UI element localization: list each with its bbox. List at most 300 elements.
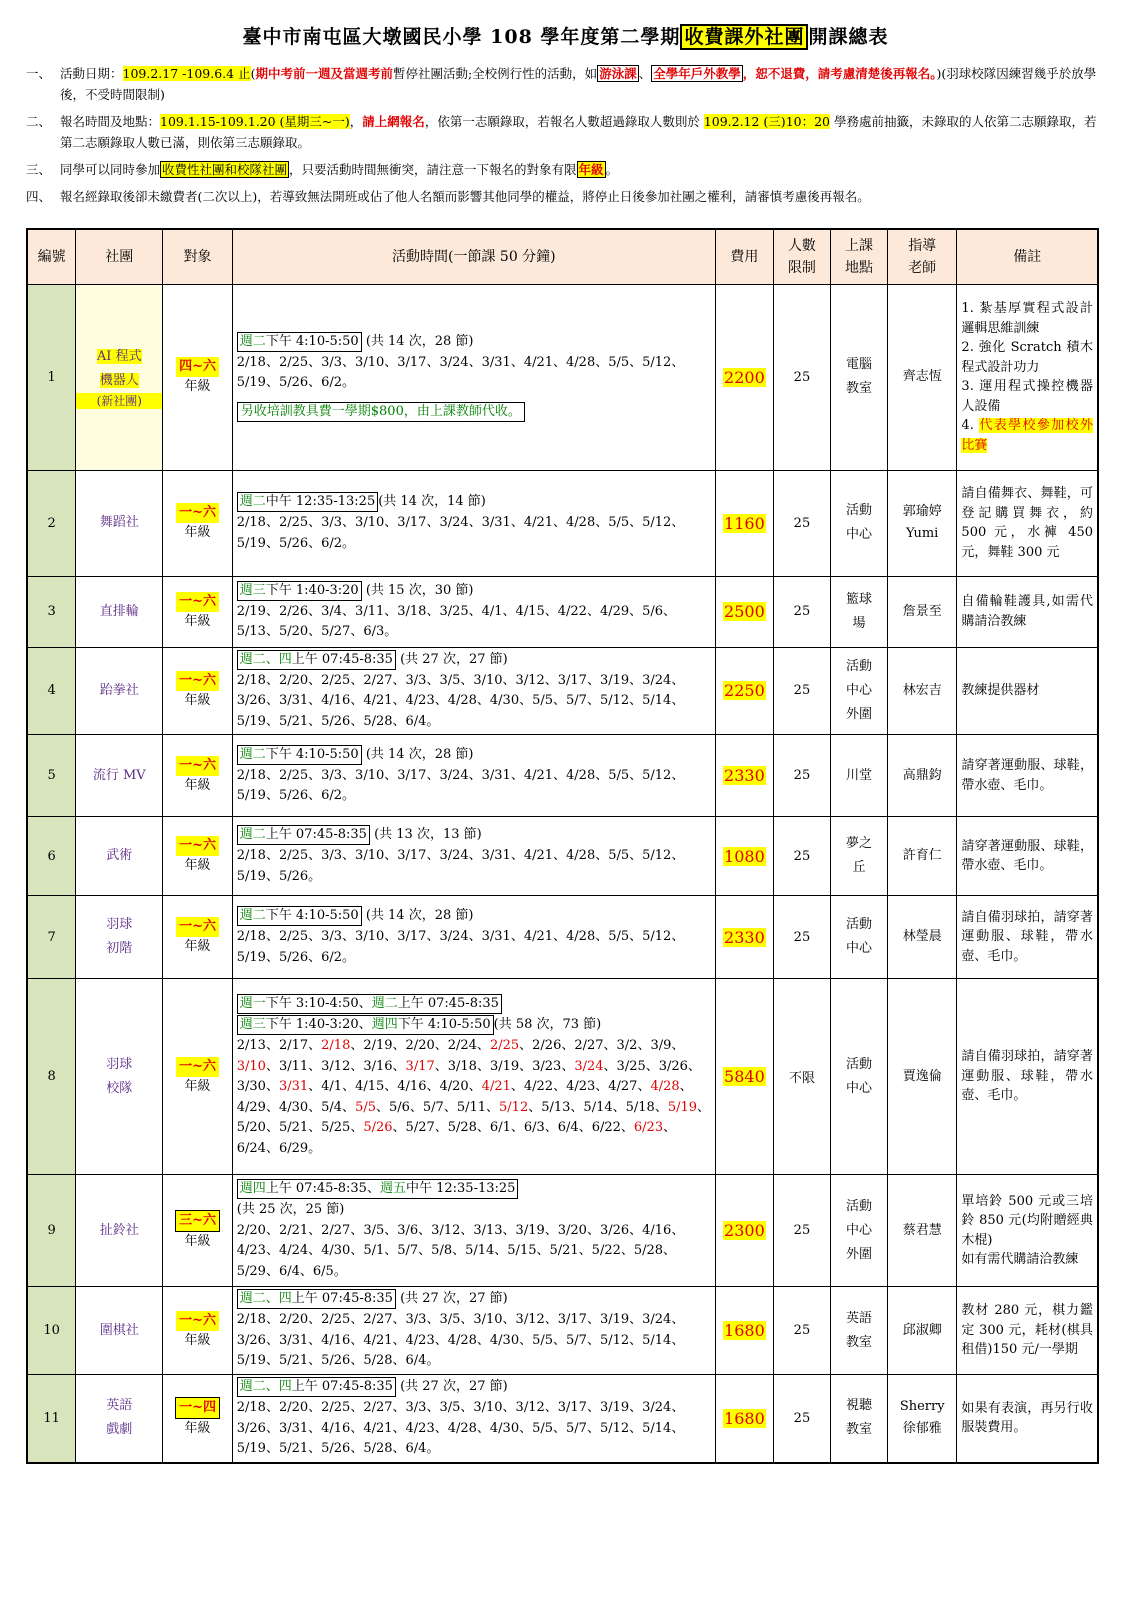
club-name: 圍棋社: [99, 1322, 139, 1338]
time-range: 上午 07:45-8:35: [291, 1379, 393, 1394]
teacher-name: 蔡君慧: [902, 1222, 942, 1238]
teacher-name: 賈逸倫: [902, 1068, 942, 1084]
notice-item: [26, 159, 1105, 180]
weekday: 週三: [239, 582, 266, 598]
grade-badge: 一~六: [176, 836, 219, 856]
document-title: [26, 22, 1105, 49]
extra-fee-note: 另收培訓教具費一學期$800，由上課教師代收。: [237, 402, 525, 422]
fee-value: 1160: [724, 513, 765, 533]
fee-value: 2330: [724, 766, 765, 785]
grade-badge: 一~四: [175, 1397, 220, 1419]
fee-cell: [715, 896, 773, 979]
target-cell: [163, 1175, 232, 1287]
club-name-cell: [76, 576, 163, 647]
time-range: 上午 07:45-8:35: [397, 996, 499, 1011]
capacity: 25: [773, 284, 830, 470]
note-cell: [957, 470, 1098, 576]
date-segment: 、6/24、6/29。: [236, 1120, 677, 1156]
notice-segment: 年級: [578, 162, 604, 177]
location-text: 夢之: [845, 836, 872, 851]
header-cap: 人數 限制: [773, 229, 830, 284]
table-row: [27, 470, 1098, 576]
date-segment: 2/18、2/20、2/25、2/27、3/3、3/5、3/10、3/12、3/17、3/19、3/24、3/26、3/31、4/16、4/21、4/23、4/28、4/30、5/5、5/7、5/12、5/14、5/19、5/21、5/26、5/28、6/4。: [236, 1312, 685, 1369]
grade-suffix: 年級: [184, 858, 211, 873]
date-segment: 2/20、2/21、2/27、3/5、3/6、3/12、3/13、3/19、3/20、3/26、4/16、4/23、4/24、4/30、5/1、5/7、5/8、5/14、5/15、5/21、5/22、5/28、5/29、6/4、6/5。: [236, 1222, 685, 1279]
header-loc: 上課 地點: [830, 229, 887, 284]
grade-badge: 一~六: [176, 592, 219, 612]
weekday: 週二: [239, 333, 266, 349]
note-cell: [957, 735, 1098, 817]
notice-number: 一、: [26, 66, 52, 81]
table-body: [27, 284, 1098, 1463]
weekday: 週四: [239, 1181, 266, 1196]
location-text: 活動: [845, 503, 872, 518]
target-cell: [163, 979, 232, 1175]
club-name-cell: [76, 1375, 163, 1463]
date-segment: 2/18、2/20、2/25、2/27、3/3、3/5、3/10、3/12、3/17、3/19、3/24、3/26、3/31、4/16、4/21、4/23、4/28、4/30、5/5、5/7、5/12、5/14、5/19、5/21、5/26、5/28、6/4。: [236, 1400, 685, 1456]
grade-suffix: 年級: [184, 1233, 211, 1249]
session-count: (共 15 次，30 節): [361, 582, 474, 598]
notice-segment: 全學年戶外教學: [653, 66, 741, 81]
club-name-cell: [76, 470, 163, 576]
club-name-cell: [76, 1175, 163, 1287]
location-text: 教室: [845, 1334, 872, 1350]
target-cell: [163, 576, 232, 647]
teacher-name: Yumi: [906, 526, 939, 541]
capacity: 25: [773, 647, 830, 735]
club-name-cell: [76, 284, 163, 470]
capacity: 25: [773, 1175, 830, 1287]
club-name: 羽球: [106, 1056, 133, 1072]
weekday: 週三: [239, 1017, 266, 1032]
teacher-cell: [887, 979, 956, 1175]
date-segment: 5/12: [499, 1099, 529, 1115]
location-text: 活動: [845, 658, 872, 674]
note-cell: [957, 817, 1098, 896]
session-count: (共 13 次，13 節): [369, 827, 482, 842]
location-text: 川堂: [845, 767, 872, 783]
header-teacher: 指導 老師: [887, 229, 956, 284]
club-name-cell: [76, 735, 163, 817]
table-row: [27, 896, 1098, 979]
time-range: 下午 1:40-3:20: [265, 582, 359, 598]
teacher-name: 徐郁雅: [902, 1421, 942, 1437]
note-text: 請自備羽球拍，請穿著運動服、球鞋，帶水壺、毛巾。: [961, 1049, 1093, 1104]
grade-suffix: 年級: [184, 939, 211, 954]
notice-segment: 報名時間及地點：: [60, 114, 161, 129]
notice-segment: ，恕不退費，請考慮清楚後再報名。: [742, 66, 937, 81]
fee-value: 2200: [724, 367, 765, 387]
location-text: 中心: [845, 682, 872, 698]
header-target: 對象: [163, 229, 232, 284]
location-text: 視聽: [845, 1398, 872, 1414]
row-number: 9: [27, 1175, 76, 1287]
target-cell: [163, 284, 232, 470]
location-cell: [830, 284, 887, 470]
teacher-name: 郭瑜婷: [902, 504, 942, 519]
notice-segment: 學務處前抽籤，未錄取的人依第二志願錄取，若第二志願錄取人數已滿，則依第三志願錄取。: [60, 114, 1097, 150]
fee-value: 2500: [724, 602, 765, 621]
notice-text: [60, 159, 1105, 180]
notice-text: [60, 186, 1105, 207]
notice-number: 二、: [26, 114, 52, 129]
table-row: [27, 1375, 1098, 1463]
date-segment: 3/24: [574, 1058, 604, 1074]
note-text: 教練提供器材: [961, 683, 1040, 698]
notice-item: [26, 111, 1105, 153]
grade-suffix: 年級: [184, 379, 211, 394]
row-number: 5: [27, 735, 76, 817]
club-name: 武術: [106, 848, 133, 863]
teacher-cell: [887, 1375, 956, 1463]
schedule-time-box: [237, 994, 502, 1014]
header-fee: 費用: [715, 229, 773, 284]
date-segment: 、5/13、5/14、5/18、: [528, 1099, 668, 1115]
club-name: 跆拳社: [99, 682, 139, 698]
notice-segment: 請上網報名: [362, 114, 425, 129]
title-highlight: 收費課外社團: [680, 24, 808, 50]
weekday: 週二、四: [239, 1379, 292, 1394]
notice-segment: ，依第一志願錄取，若報名人數超過錄取人數則於: [424, 114, 704, 129]
session-count: (共 14 次，28 節): [361, 333, 474, 349]
note-text: 請自備羽球拍，請穿著運動服、球鞋，帶水壺、毛巾。: [961, 909, 1093, 964]
teacher-cell: [887, 470, 956, 576]
location-cell: [830, 647, 887, 735]
capacity: 25: [773, 470, 830, 576]
target-cell: [163, 817, 232, 896]
note-text: 請穿著運動服、球鞋，帶水壺、毛巾。: [961, 838, 1093, 873]
header-club: 社團: [76, 229, 163, 284]
session-dates: [237, 602, 711, 643]
row-number: 8: [27, 979, 76, 1175]
target-cell: [163, 1375, 232, 1463]
session-dates: [237, 927, 711, 968]
teacher-cell: [887, 1287, 956, 1375]
table-row: [27, 576, 1098, 647]
header-note: 備註: [957, 229, 1098, 284]
notice-segment: ，只要活動時間無衝突，請注意一下報名的對象有限: [289, 162, 577, 177]
note-text: 4.: [961, 418, 980, 433]
location-text: 籃球: [845, 591, 872, 607]
notice-list: [26, 63, 1105, 207]
location-text: 中心: [845, 941, 872, 956]
teacher-name: 許育仁: [902, 848, 942, 863]
fee-cell: [715, 1375, 773, 1463]
teacher-cell: [887, 284, 956, 470]
table-row: [27, 735, 1098, 817]
title-prefix: 臺中市南屯區大墩國民小學 108 學年度第二學期: [242, 26, 681, 48]
fee-value: 1680: [724, 1408, 765, 1428]
weekday: 週二: [239, 908, 266, 923]
teacher-name: Sherry: [899, 1399, 945, 1415]
grade-badge: 三~六: [175, 1210, 220, 1232]
fee-cell: [715, 470, 773, 576]
date-segment: 2/25: [489, 1038, 520, 1053]
session-dates: [237, 513, 711, 554]
capacity: 25: [773, 896, 830, 979]
grade-suffix: 年級: [184, 1078, 211, 1094]
weekday: 週四: [371, 1017, 398, 1032]
fee-cell: [715, 647, 773, 735]
location-text: 中心: [845, 1080, 872, 1096]
note-text: 如有需代購請洽教練: [961, 1252, 1079, 1267]
table-row: [27, 647, 1098, 735]
target-cell: [163, 735, 232, 817]
note-text: 如果有表演，再另行收服裝費用。: [961, 1400, 1093, 1436]
header-time: 活動時間(一節課 50 分鐘): [232, 229, 715, 284]
schedule-time-box: [237, 492, 378, 512]
location-cell: [830, 1175, 887, 1287]
fee-value: 2250: [724, 681, 765, 701]
club-name: 羽球: [106, 917, 133, 932]
session-dates: [237, 671, 711, 733]
fee-cell: [715, 576, 773, 647]
location-cell: [830, 1287, 887, 1375]
location-text: 活動: [845, 917, 872, 932]
notice-segment: 活動日期：: [60, 66, 123, 81]
capacity: 25: [773, 735, 830, 817]
note-cell: [957, 1287, 1098, 1375]
date-segment: 2/18、2/25、3/3、3/10、3/17、3/24、3/31、4/21、4/28、5/5、5/12、5/19、5/26、6/2。: [236, 767, 685, 803]
header-num: 編號: [27, 229, 76, 284]
fee-cell: [715, 817, 773, 896]
notice-segment: 收費性社團和校隊社團: [162, 162, 288, 177]
fee-value: 2330: [724, 927, 765, 947]
location-cell: [830, 979, 887, 1175]
teacher-cell: [887, 1175, 956, 1287]
schedule-time-box: [237, 650, 396, 670]
club-name-cell: [76, 817, 163, 896]
fee-cell: [715, 1287, 773, 1375]
note-text: 代表學校參加校外比賽: [961, 418, 1093, 453]
session-dates: [237, 1398, 711, 1460]
session-count: (共 25 次，25 節): [236, 1202, 345, 1217]
note-cell: [957, 1175, 1098, 1287]
time-range: 下午 4:10-5:50: [265, 908, 359, 923]
location-text: 外圍: [845, 706, 872, 722]
grade-badge: 一~六: [176, 756, 219, 776]
club-name: 初階: [106, 941, 133, 956]
date-segment: 3/31: [278, 1079, 309, 1094]
time-range: 下午 4:10-5:50: [265, 746, 359, 762]
grade-badge: 一~六: [176, 1057, 219, 1077]
note-text: 2. 強化 Scratch 積木程式設計功力: [961, 340, 1093, 375]
table-header-row: [27, 229, 1098, 284]
target-cell: [163, 1287, 232, 1375]
fee-cell: [715, 284, 773, 470]
teacher-name: 林瑩晨: [902, 929, 942, 944]
table-row: [27, 979, 1098, 1175]
notice-text: [60, 111, 1105, 153]
time-range: 下午 3:10-4:50、: [265, 996, 372, 1011]
grade-badge: 一~六: [176, 503, 219, 523]
time-range: 下午 4:10-5:50: [265, 333, 359, 349]
club-name: 直排輪: [99, 603, 139, 619]
schedule-time-box: [237, 1289, 396, 1309]
schedule-time-box: [237, 906, 362, 926]
grade-badge: 一~六: [176, 1311, 219, 1331]
row-number: 2: [27, 470, 76, 576]
date-segment: 、3/18、3/19、3/23、: [434, 1058, 575, 1074]
notice-segment: 、: [638, 66, 652, 81]
date-segment: 4/21: [481, 1079, 511, 1094]
note-cell: [957, 647, 1098, 735]
weekday: 週二、四: [239, 1291, 292, 1307]
time-range: 中午 12:35-13:25: [405, 1181, 516, 1196]
notice-segment: ，: [349, 114, 363, 129]
schedule-time-box: [237, 1377, 396, 1397]
location-text: 活動: [845, 1198, 872, 1214]
title-suffix: 開課總表: [808, 26, 889, 48]
teacher-cell: [887, 647, 956, 735]
club-name-cell: [76, 1287, 163, 1375]
club-name-cell: [76, 647, 163, 735]
weekday: 週五: [379, 1181, 406, 1196]
club-name: 流行 MV: [92, 767, 146, 783]
grade-suffix: 年級: [184, 525, 211, 540]
weekday: 週二、四: [239, 651, 292, 667]
note-cell: [957, 1375, 1098, 1463]
capacity: 不限: [773, 979, 830, 1175]
location-text: 教室: [845, 1422, 872, 1438]
date-segment: 、4/1、4/15、4/16、4/20、: [308, 1079, 482, 1094]
grade-badge: 一~六: [176, 671, 219, 691]
row-number: 1: [27, 284, 76, 470]
date-segment: 3/17: [405, 1058, 435, 1074]
schedule-cell: [232, 284, 715, 470]
time-range: 中午 12:35-13:25: [265, 494, 376, 509]
date-segment: 5/19: [667, 1099, 698, 1115]
time-range: 上午 07:45-8:35: [291, 651, 393, 667]
schedule-cell: [232, 1175, 715, 1287]
location-text: 電腦: [845, 357, 872, 372]
weekday: 週二: [239, 746, 266, 762]
schedule-time-box: [237, 1179, 519, 1199]
grade-suffix: 年級: [184, 777, 211, 793]
date-segment: 、3/25、3/26、3/30、: [236, 1058, 701, 1094]
location-cell: [830, 1375, 887, 1463]
teacher-name: 齊志恆: [902, 369, 942, 384]
date-segment: 、2/19、2/20、2/24、: [350, 1038, 490, 1053]
note-cell: [957, 979, 1098, 1175]
location-cell: [830, 817, 887, 896]
location-text: 中心: [845, 1222, 872, 1238]
teacher-cell: [887, 817, 956, 896]
grade-suffix: 年級: [184, 613, 211, 629]
capacity: 25: [773, 576, 830, 647]
club-name: 英語: [106, 1398, 133, 1414]
schedule-time-box: [237, 825, 370, 845]
date-segment: 、4/29、4/30、5/4、: [236, 1079, 693, 1115]
club-name-cell: [76, 896, 163, 979]
notice-segment: 。: [605, 162, 619, 177]
teacher-name: 邱淑卿: [902, 1322, 942, 1338]
club-name: 戲劇: [106, 1422, 133, 1438]
note-text: 請自備舞衣、舞鞋，可登記購買舞衣，約 500 元，水褲 450 元，舞鞋 300 元: [961, 486, 1093, 560]
date-segment: 2/18: [321, 1038, 351, 1053]
notice-text: [60, 63, 1105, 105]
date-segment: 2/13、2/17、: [236, 1038, 322, 1053]
notice-segment: 暫停社團活動;全校例行性的活動，如: [392, 66, 598, 81]
note-text: 自備輪鞋護具,如需代購請洽教練: [961, 594, 1093, 629]
schedule-cell: [232, 1375, 715, 1463]
schedule-cell: [232, 979, 715, 1175]
session-dates: [237, 353, 711, 394]
grade-suffix: 年級: [184, 1332, 211, 1348]
club-name: 校隊: [106, 1080, 133, 1096]
grade-suffix: 年級: [184, 692, 211, 708]
row-number: 10: [27, 1287, 76, 1375]
teacher-cell: [887, 576, 956, 647]
club-name: 扯鈴社: [99, 1222, 139, 1238]
location-text: 丘: [852, 860, 866, 875]
notice-segment: )(羽球校隊因練習幾乎於放學後，不受時間限制): [60, 66, 1097, 102]
location-text: 活動: [845, 1056, 872, 1072]
schedule-cell: [232, 576, 715, 647]
schedule-cell: [232, 896, 715, 979]
row-number: 11: [27, 1375, 76, 1463]
session-count: (共 14 次，28 節): [361, 908, 474, 923]
course-table: [26, 228, 1099, 1464]
fee-cell: [715, 1175, 773, 1287]
note-cell: [957, 284, 1098, 470]
time-range: 下午 4:10-5:50: [397, 1017, 491, 1032]
date-segment: 2/18、2/25、3/3、3/10、3/17、3/24、3/31、4/21、4/28、5/5、5/12、5/19、5/26、6/2。: [236, 354, 685, 391]
note-text: 3. 運用程式操控機器人設備: [961, 379, 1093, 414]
location-text: 外圍: [845, 1246, 872, 1262]
notice-segment: 109.1.15-109.1.20 (星期三~一): [160, 114, 350, 129]
row-number: 6: [27, 817, 76, 896]
notice-segment: 報名經錄取後卻未繳費者(二次以上)，若導致無法開班或佔了他人名額而影響其他同學的權益，將停止日後參加社團之權利，請審慎考慮後再報名。: [60, 189, 870, 204]
row-number: 4: [27, 647, 76, 735]
notice-segment: 游泳課: [599, 66, 637, 81]
table-row: [27, 817, 1098, 896]
grade-badge: 一~六: [176, 917, 219, 937]
notice-segment: 同學可以同時參加: [60, 162, 161, 177]
schedule-time-box: [237, 745, 362, 765]
date-segment: 、3/11、3/12、3/16、: [265, 1058, 406, 1074]
club-name: AI 程式: [96, 349, 142, 364]
date-segment: 2/18、2/25、3/3、3/10、3/17、3/24、3/31、4/21、4/28、5/5、5/12、5/19、5/26、6/2。: [236, 929, 685, 965]
schedule-cell: [232, 735, 715, 817]
session-dates: [237, 846, 711, 887]
session-count: (共 58 次，73 節): [493, 1017, 602, 1032]
location-text: 英語: [845, 1310, 872, 1326]
session-dates: [237, 1036, 711, 1159]
notice-number: 四、: [26, 189, 52, 204]
notice-item: [26, 63, 1105, 105]
fee-cell: [715, 979, 773, 1175]
fee-value: 5840: [724, 1067, 765, 1086]
target-cell: [163, 470, 232, 576]
teacher-name: 詹景至: [902, 603, 942, 619]
location-text: 中心: [845, 527, 872, 542]
session-dates: [237, 1310, 711, 1372]
weekday: 週二: [239, 494, 266, 509]
note-cell: [957, 576, 1098, 647]
club-subtitle: (新社團): [76, 393, 162, 409]
schedule-cell: [232, 1287, 715, 1375]
fee-value: 1680: [724, 1321, 765, 1340]
date-segment: 2/19、2/26、3/4、3/11、3/18、3/25、4/1、4/15、4/22、4/29、5/6、5/13、5/20、5/27、6/3。: [236, 603, 677, 639]
schedule-cell: [232, 817, 715, 896]
date-segment: 、5/27、5/28、6/1、6/3、6/4、6/22、: [392, 1120, 634, 1135]
teacher-cell: [887, 896, 956, 979]
date-segment: 5/5: [355, 1099, 376, 1115]
table-row: [27, 1287, 1098, 1375]
notice-segment: 109.2.12 (三)10：20: [703, 114, 830, 129]
fee-value: 2300: [724, 1221, 765, 1240]
